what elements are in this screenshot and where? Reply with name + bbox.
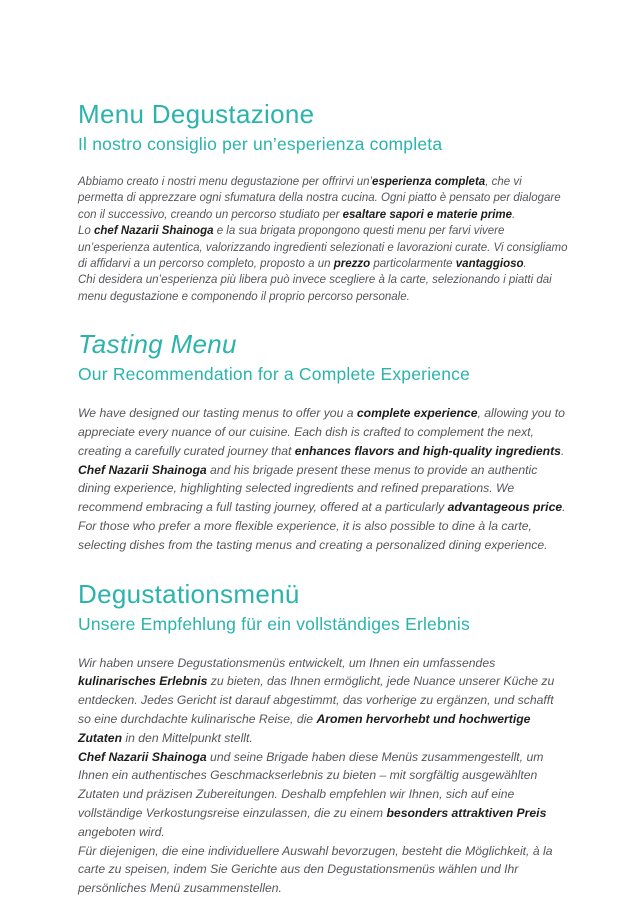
- body-paragraph: [78, 654, 568, 748]
- highlighted-text: Aromen hervorhebt und hochwertige Zutaten: [78, 712, 531, 745]
- body-text: , che vi permetta di apprezzare ogni sfumatura della nostra cucina. Ogni piatto è pensato per dialogare con il successivo, creando un percorso studiato per: [78, 176, 561, 221]
- highlighted-text: kulinarisches Erlebnis: [78, 674, 208, 689]
- body-paragraph: [78, 272, 568, 305]
- body-text: e la sua brigata propongono questi menu per farvi vivere un’esperienza autentica, valorizzando ingredienti selezionati e lavorazioni curate. Vi consigliamo di affidarvi a un percorso completo, proposto a un: [78, 225, 568, 271]
- highlighted-text: prezzo: [333, 258, 371, 271]
- body-text: und seine Brigade haben diese Menüs zusammengestellt, um Ihnen ein authentisches Geschmackserlebnis zu bieten – mit sorgfältig ausgewählten Zutaten und präzisen Zubereitungen. Deshalb empfehlen wir Ihnen, sich auf eine vollständige Verkostungsreise einzulassen, die zu einem: [78, 749, 544, 820]
- highlighted-text: Chef Nazarii Shainoga: [78, 749, 207, 764]
- highlighted-text: Chef Nazarii Shainoga: [78, 462, 207, 477]
- menu-section-en: [78, 330, 568, 554]
- section-title: Tasting Menu: [78, 329, 237, 360]
- body-paragraph: [78, 517, 568, 555]
- section-body: [78, 654, 568, 898]
- body-paragraph: [78, 404, 568, 460]
- body-paragraph: [78, 174, 568, 223]
- body-text: .: [560, 443, 565, 458]
- body-text: Chi desidera un’esperienza più libera può invece scegliere à la carte, selezionando i piatti dai menu degustazione e componendo il proprio percorso personale.: [78, 274, 552, 303]
- body-text: and his brigade present these menus to provide an authentic dining experience, highlighting selected ingredients and refined preparations. We recommend embracing a full tasting journey, offered at a particularly: [78, 462, 538, 515]
- body-text: .: [523, 258, 527, 271]
- section-title: Degustationsmenü: [78, 578, 300, 609]
- section-subtitle: Unsere Empfehlung für ein vollständiges Erlebnis: [78, 613, 470, 634]
- menu-section-de: [78, 580, 568, 898]
- body-text: .: [512, 208, 516, 221]
- body-text: Lo: [78, 225, 94, 238]
- highlighted-text: besonders attraktiven Preis: [386, 806, 547, 820]
- highlighted-text: esperienza completa: [372, 176, 486, 188]
- body-text: .: [562, 500, 566, 515]
- body-paragraph: [78, 748, 568, 842]
- body-text: For those who prefer a more flexible experience, it is also possible to dine à la carte, selecting dishes from the tasting menus and creating a personalized dining experience.: [78, 519, 548, 552]
- section-body: [78, 404, 568, 554]
- menu-section-it: [78, 100, 568, 305]
- highlighted-text: advantageous price: [447, 500, 563, 515]
- body-text: zu bieten, das Ihnen ermöglicht, jede Nuance unserer Küche zu entdecken. Jedes Gericht ist darauf abgestimmt, das vorherige zu ergänzen, und schafft so eine durchdachte kulinarische Reise, die: [78, 674, 555, 727]
- section-body: [78, 174, 568, 305]
- section-subtitle: Our Recommendation for a Complete Experience: [78, 364, 471, 385]
- highlighted-text: complete experience: [356, 406, 478, 421]
- section-title: Menu Degustazione: [78, 99, 315, 129]
- highlighted-text: chef Nazarii Shainoga: [94, 225, 214, 238]
- body-text: particolarmente: [370, 258, 456, 271]
- body-text: Abbiamo creato i nostri menu degustazione per offrirvi un’: [78, 176, 373, 188]
- body-text: in den Mittelpunkt stellt.: [122, 730, 253, 745]
- section-subtitle: Il nostro consiglio per un’esperienza completa: [78, 134, 443, 154]
- body-text: angeboten wird.: [78, 824, 165, 839]
- body-paragraph: [78, 842, 568, 898]
- body-text: Für diejenigen, die eine individuellere Auswahl bevorzugen, besteht die Möglichkeit, à la carte zu speisen, indem Sie Gerichte aus den Degustationsmenüs wählen und Ihr persönliches Menü zusammenstellen.: [78, 843, 553, 896]
- highlighted-text: enhances flavors and high-quality ingredients: [294, 443, 561, 458]
- body-text: , allowing you to appreciate every nuance of our cuisine. Each dish is crafted to complement the next, creating a carefully curated journey that: [78, 406, 565, 458]
- body-paragraph: [78, 461, 568, 517]
- highlighted-text: esaltare sapori e materie prime: [342, 208, 513, 221]
- body-paragraph: [78, 223, 568, 272]
- body-text: We have designed our tasting menus to offer you a: [78, 406, 357, 421]
- highlighted-text: vantaggioso: [455, 258, 524, 271]
- body-text: Wir haben unsere Degustationsmenüs entwickelt, um Ihnen ein umfassendes: [78, 655, 496, 670]
